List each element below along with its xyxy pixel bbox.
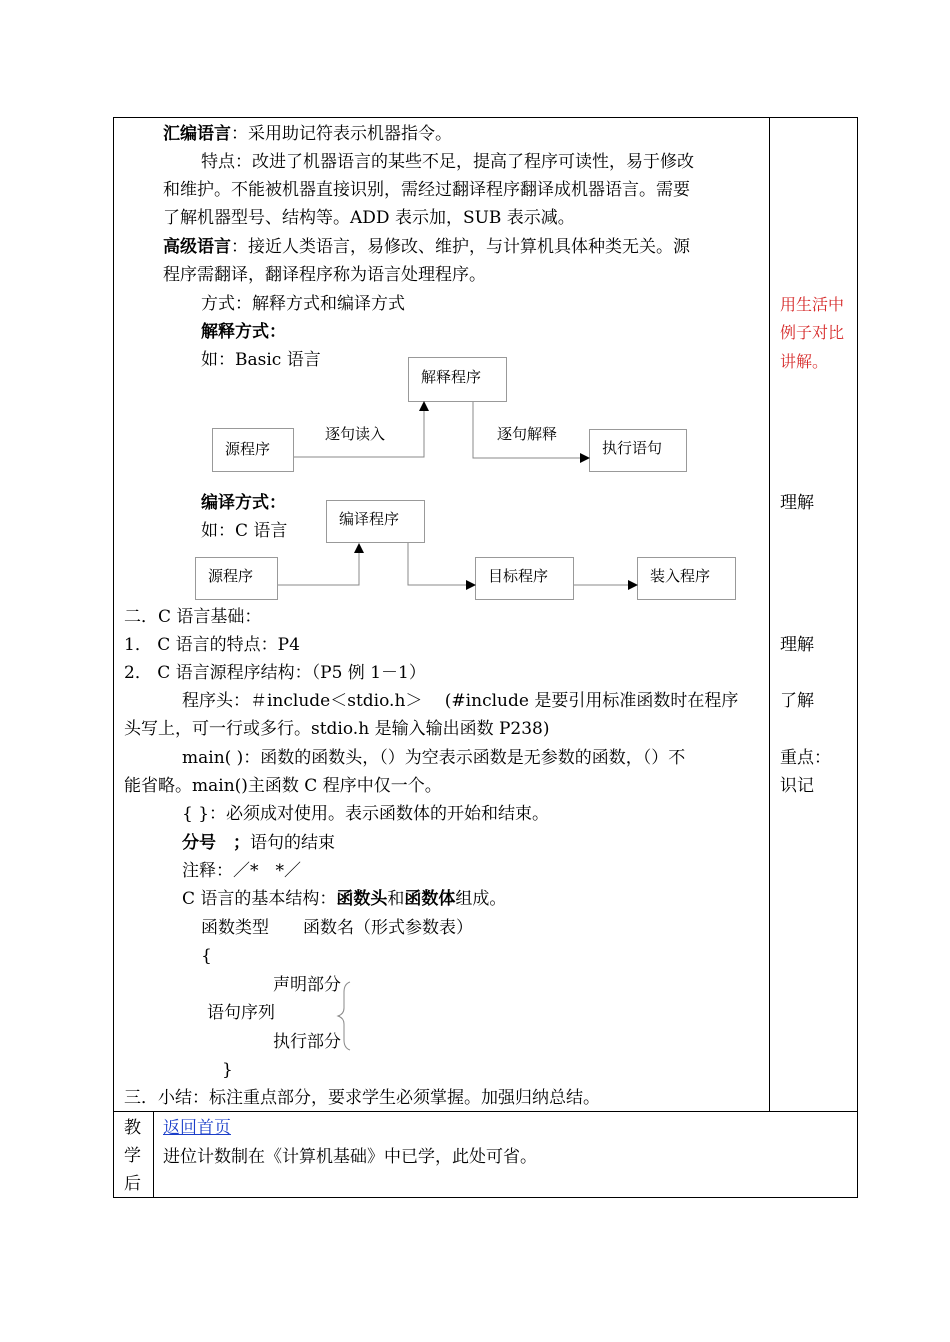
- translation-modes: 方式：解释方式和编译方式: [201, 294, 405, 314]
- open-brace: {: [201, 946, 212, 966]
- compilation-heading: 编译方式：: [201, 493, 286, 513]
- structure-function-head: 函数头: [336, 889, 388, 909]
- exec-statement-label: 执行语句: [602, 439, 663, 457]
- high-level-heading: 高级语言: [163, 237, 231, 257]
- assembly-feature-1: 特点：改进了机器语言的某些不足，提高了程序可读性，易于修改: [201, 152, 694, 172]
- high-level-definition-2: 程序需翻译，翻译程序称为语言处理程序。: [163, 265, 486, 285]
- arrowhead-right-loader: [628, 580, 638, 590]
- note-understand-2: 理解: [780, 635, 814, 655]
- program-header-1: 程序头：＃include＜stdio.h＞ (#include 是要引用标准函数时在程序: [182, 691, 739, 711]
- interpreter-label: 解释程序: [421, 368, 482, 386]
- interpretation-heading: 解释方式：: [201, 322, 286, 342]
- back-to-home-link[interactable]: 返回首页: [163, 1118, 231, 1138]
- structure-function-body: 函数体: [404, 889, 456, 909]
- structure-prefix: C 语言的基本结构：: [182, 889, 337, 909]
- read-line-by-line-label: 逐句读入: [325, 425, 386, 443]
- note-memorize: 识记: [780, 776, 814, 796]
- loader-label: 装入程序: [650, 567, 711, 585]
- execution-part: 执行部分: [273, 1032, 341, 1052]
- braces-description: { }：必须成对使用。表示函数体的开始和结束。: [182, 804, 550, 824]
- arrow-source-to-compiler: [278, 552, 359, 585]
- interp-source-label: 源程序: [225, 440, 271, 458]
- footer-label-3: 后: [124, 1174, 141, 1194]
- main-function-1: main( )：函数的函数头，（）为空表示函数是无参数的函数，（）不: [182, 748, 686, 768]
- footer-label-1: 教: [124, 1118, 141, 1138]
- semicolon-description: 语句的结束: [250, 833, 335, 853]
- assembly-feature-2: 和维护。不能被机器直接识别，需经过翻译程序翻译成机器语言。需要: [163, 180, 690, 200]
- comment-line: 注释：／* *／: [182, 861, 301, 881]
- declaration-part: 声明部分: [273, 975, 341, 995]
- compiler-label: 编译程序: [339, 510, 400, 528]
- section3-summary: 三．小结：标注重点部分，要求学生必须掌握。加强归纳总结。: [124, 1088, 600, 1108]
- semicolon-line: [182, 829, 335, 857]
- footer-label-2: 学: [124, 1146, 141, 1166]
- note-red-3: 讲解。: [780, 352, 829, 371]
- main-function-2: 能省略。main()主函数 C 程序中仅一个。: [124, 776, 442, 796]
- note-key-point: 重点：: [780, 748, 831, 768]
- arrowhead-right-target: [466, 580, 476, 590]
- semicolon-heading: 分号 ；: [182, 833, 250, 853]
- compilation-example: 如：C 语言: [201, 521, 288, 541]
- interpretation-example: 如：Basic 语言: [201, 350, 321, 370]
- assembly-definition: ：采用助记符表示机器指令。: [231, 124, 452, 144]
- section2-title: 二．C 语言基础：: [124, 607, 262, 627]
- curly-bracket: [334, 980, 356, 1052]
- high-level-definition: ：接近人类语言，易修改、维护，与计算机具体种类无关。源: [231, 237, 690, 257]
- target-program-label: 目标程序: [488, 567, 549, 585]
- note-red-1: 用生活中: [780, 295, 845, 314]
- assembly-feature-3: 了解机器型号、结构等。ADD 表示加，SUB 表示减。: [163, 208, 575, 228]
- footer-label-divider: [153, 1111, 154, 1198]
- note-red-2: 例子对比: [780, 323, 845, 342]
- footer-note: 进位计数制在《计算机基础》中已学，此处可省。: [163, 1147, 537, 1167]
- note-know: 了解: [780, 691, 814, 711]
- arrowhead-up-compiler: [354, 543, 364, 553]
- close-brace: }: [222, 1060, 233, 1080]
- item2: 2． C 语言源程序结构：（P5 例 1－1）: [124, 663, 426, 683]
- statement-sequence: 语句序列: [207, 1003, 275, 1023]
- program-header-2: 头写上，可一行或多行。stdio.h 是输入输出函数 P238): [124, 719, 550, 739]
- item1: 1． C 语言的特点：P4: [124, 635, 300, 655]
- arrow-compiler-to-target: [408, 543, 468, 585]
- note-understand-1: 理解: [780, 493, 814, 513]
- basic-structure-line: [182, 885, 506, 913]
- assembly-heading: 汇编语言: [163, 124, 231, 144]
- structure-suffix: 组成。: [455, 889, 507, 909]
- table-bottom-border: [113, 1197, 858, 1198]
- structure-and: 和: [387, 889, 405, 909]
- function-signature: 函数类型 函数名（形式参数表）: [201, 918, 473, 938]
- compile-source-label: 源程序: [208, 567, 254, 585]
- interpret-line-by-line-label: 逐句解释: [497, 425, 558, 443]
